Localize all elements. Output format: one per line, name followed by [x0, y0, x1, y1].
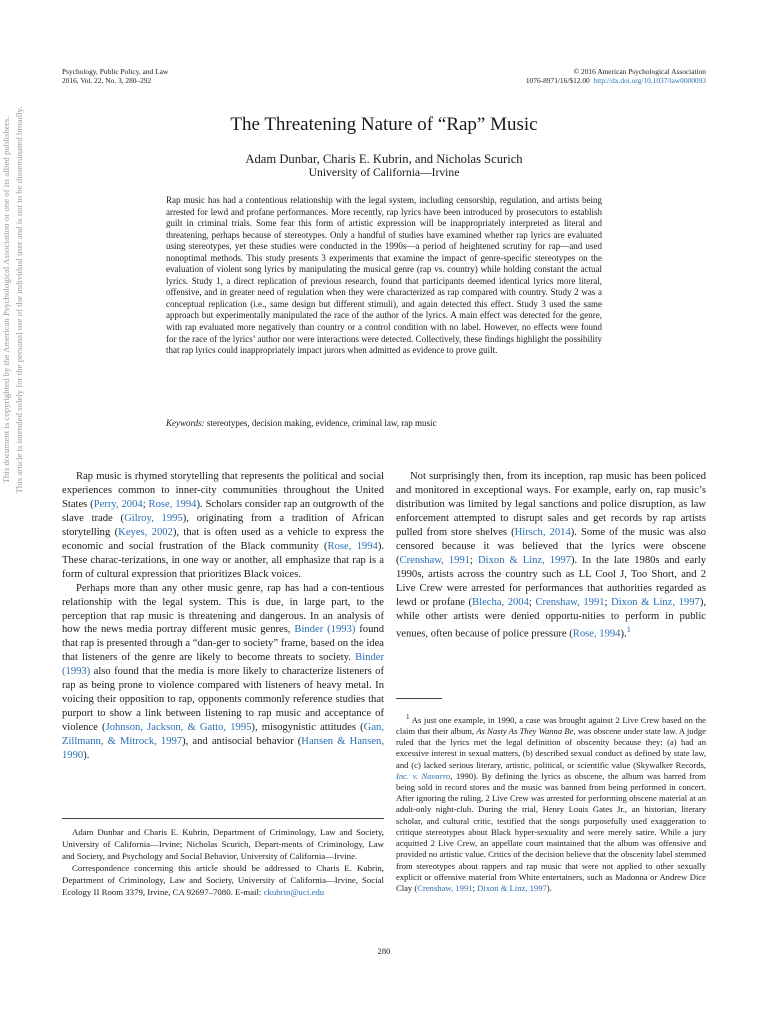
citation-link[interactable]: Dixon & Linz, 1997 [611, 596, 700, 608]
citation-link[interactable]: Dixon & Linz, 1997 [478, 554, 571, 566]
citation-link[interactable]: Gan, Zillmann, & Mitrock, 1997 [62, 722, 384, 748]
journal-issue: 2016, Vol. 22, No. 3, 280–292 [62, 75, 152, 85]
journal-name: Psychology, Public Policy, and Law [62, 67, 169, 76]
body-paragraph-2: Perhaps more than any other music genre, rap has had a con-tentious relationship with the legal system. This is due, in large part, to the perception that rap music is threatening and dangerous. In an analysis of how the news media portray different music genres, Binder (1993) found that rap is presented through a “dan-ger to society” frame, based on the idea that listeners of the genre are likely to become threats to society. Binder (1993) also found that the media is more likely to characterize listeners of rap as being prone to violence compared with listeners of heavy metal. In voicing their opposition to rap, opponents commonly reference studies that purport to show a link between listening to rap music and acceptance of violence (Johnson, Jackson, & Gatto, 1995), misogynistic attitudes (Gan, Zillmann, & Mitrock, 1997), and antisocial behavior (Hansen & Hansen, 1990). [62, 582, 384, 762]
citation-link[interactable]: Keyes, 2002 [118, 526, 173, 538]
citation-link[interactable]: Binder (1993) [62, 652, 384, 678]
citation-link[interactable]: Crenshaw, 1991 [417, 882, 473, 893]
body-paragraph-1: Rap music is rhymed storytelling that represents the political and social experiences common to inner-city communities throughout the United States (Perry, 2004; Rose, 1994). Scholars consider rap an outgrowth of the slave trade (Gilroy, 1995), originating from a tradition of African storytelling (Keyes, 2002), that is often used as a vehicle to express the economic and social frustration of the Black community (Rose, 1994). These charac-terizations, in one way or another, all emphasize that rap is a form of cultural expression that prioritizes Black voices. [62, 471, 385, 580]
article-title: The Threatening Nature of “Rap” Music [230, 114, 538, 135]
keywords [166, 418, 602, 429]
citation-link[interactable]: Rose, 1994 [148, 498, 197, 510]
abstract: Rap music has had a contentious relationship with the legal system, including censorship, regulation, and artists being arrested for lewd and profane performances. More recently, rap lyrics have been introduced by prosecutors to establish guilt in criminal trials. Some fear this form of artistic expression will be inappropriately interpreted as literal and threatening, perhaps because of stereotypes. Only a handful of studies have examined whether rap lyrics are evaluated using stereotypes, yet these studies were conducted in the 1990s—a period of heightened scrutiny for rap—and used nonoptimal methods. This study presents 3 experiments that examine the impact of genre-specific stereotypes on the evaluation of violent song lyrics by manipulating the musical genre (rap vs. country) while holding constant the actual lyrics. Study 1, a direct replication of previous research, found that participants deemed identical lyrics more literal, offensive, and in greater need of regulation when they were characterized as rap compared with country. Study 2 was a conceptual replication (i.e., same design but different stimuli), and again detected this effect. Study 3 used the same approach but experimentally manipulated the race of the author of the lyrics. A main effect was detected for the genre, with rap evaluated more negatively than country or a control condition with no label. However, no effects were found for the race of the lyrics’ author nor were interactions were detected. Collectively, these findings highlight the possibility that rap lyrics could inappropriately impact jurors when admitted as evidence to prove guilt. [166, 195, 602, 356]
body-column-right [396, 470, 706, 642]
citation-link[interactable]: Hirsch, 2014 [514, 526, 571, 538]
body-column-left [62, 470, 384, 763]
keywords-text: stereotypes, decision making, evidence, criminal law, rap music [206, 418, 437, 428]
author-note [62, 826, 384, 898]
email-link[interactable]: ckubrin@uci.edu [263, 887, 325, 897]
citation-link[interactable]: Blecha, 2004 [472, 596, 529, 608]
footnote-1: $^1$ As just one example, in 1990, a case was brought against 2 Live Crew based on the claim that their album, As Nasty As They Wanna Be, was obscene under state law. A judge ruled that the lyrics met the legal definition of obscenity because they: (a) had an excessive interest in sexual matters, (b) described sexual conduct as defined by state law, and (c) lacked serious literary, artistic, political, or scientific value (Skywalker Records, Inc. v. Navarro, 1990). By defining the lyrics as obscene, the album was barred from being sold in record stores and the music was banned from being performed in concert. After ignoring the ruling, 2 Live Crew was arrested for performing obscene material at an adult-only night-club. During the trial, Henry Louis Gates Jr., an historian, literary scholar, and cultural critic, testified that the songs purposefully used exaggeration to critique stereotypes about Black hyper-sexuality and were merely satire. While a jury acquitted 2 Live Crew, an appellate court maintained that the album was offensive and provided no artistic value. Critics of the decision believe that the obscenity label stemmed from stereotypes about rappers and rap music that were not applied to other sexually explicit or offensive material from White entertainers, such as Madonna or Andrew Dice Clay (Crenshaw, 1991; Dixon & Linz, 1997). [396, 713, 706, 893]
copyright-side-note [0, 0, 26, 620]
footnote-divider [396, 698, 442, 699]
citation-link[interactable]: Dixon & Linz, 1997 [477, 882, 547, 893]
citation-link[interactable]: Hansen & Hansen, 1990 [62, 736, 384, 762]
citation-link[interactable]: Rose, 1994 [327, 540, 378, 552]
citation-link[interactable]: Gilroy, 1995 [124, 512, 183, 524]
journal-header-left [62, 68, 168, 85]
issn-doi [526, 77, 706, 86]
citation-link[interactable]: Binder (1993) [294, 624, 356, 636]
issn: 1076-8971/16/$12.00 [525, 75, 590, 85]
journal-header-right [526, 68, 706, 85]
citation-link[interactable]: Crenshaw, 1991 [535, 596, 605, 608]
article-affiliation: University of California—Irvine [308, 166, 460, 179]
album-title: As Nasty As They Wanna Be [476, 726, 574, 737]
citation-link[interactable]: Johnson, Jackson, & Gatto, 1995 [105, 722, 252, 734]
author-affiliations: Adam Dunbar and Charis E. Kubrin, Department of Criminology, Law and Society, University of California—Irvine; Nicholas Scurich, Depart-ments of Criminology, Law and Society, and Psychology and Social Behavior, University of California—Irvine. [62, 827, 384, 861]
body-paragraph-3: Not surprisingly then, from its inception, rap music has been policed and monitored in exceptional ways. For example, early on, rap music’s distribution was limited by legal sanctions and police disruption, as law enforcement attempted to disrupt sales and get records by rap artists pulled from store shelves (Hirsch, 2014). Some of the music was also censored because it was believed that the lyrics were obscene (Crenshaw, 1991; Dixon & Linz, 1997). In the late 1980s and early 1990s, artists across the country such as LL Cool J, Too Short, and 2 Live Crew were arrested for performances that authorities regarded as lewd or profane (Blecha, 2004; Crenshaw, 1991; Dixon & Linz, 1997), while other artists were denied opportu-nities to perform in public venues, often because of police pressure (Rose, 1994).$^1$ [396, 471, 707, 641]
correspondence-note: Correspondence concerning this article should be addressed to Charis E. Kubrin, Department of Criminology, Law and Society, University of California—Irvine, Social Ecology II Room 3379, Irvine, CA 92697–7080. E-mail: ckubrin@uci.edu [62, 863, 384, 897]
copyright: © 2016 American Psychological Association [573, 67, 706, 76]
citation-link[interactable]: Rose, 1994 [572, 629, 621, 641]
citation-link[interactable]: Crenshaw, 1991 [399, 554, 471, 566]
author-note-divider [62, 818, 384, 819]
side-note-line-2: This article is intended solely for the personal use of the individual user and is not to be disseminated broadly. [14, 106, 24, 494]
footnote-number: 1 [406, 713, 410, 721]
page-number: 280 [377, 946, 391, 956]
keywords-label: Keywords: [166, 418, 205, 428]
case-name-link[interactable]: Inc. v. Navarro [396, 770, 451, 781]
doi-link[interactable]: http://dx.doi.org/10.1037/law0000093 [593, 75, 706, 85]
footnote-ref-link[interactable]: 1 [626, 624, 632, 635]
article-authors: Adam Dunbar, Charis E. Kubrin, and Nicholas Scurich [245, 152, 523, 166]
citation-link[interactable]: Perry, 2004 [93, 498, 143, 510]
side-note-line-1: This document is copyrighted by the American Psychological Association or one of its allied publishers. [1, 116, 11, 484]
